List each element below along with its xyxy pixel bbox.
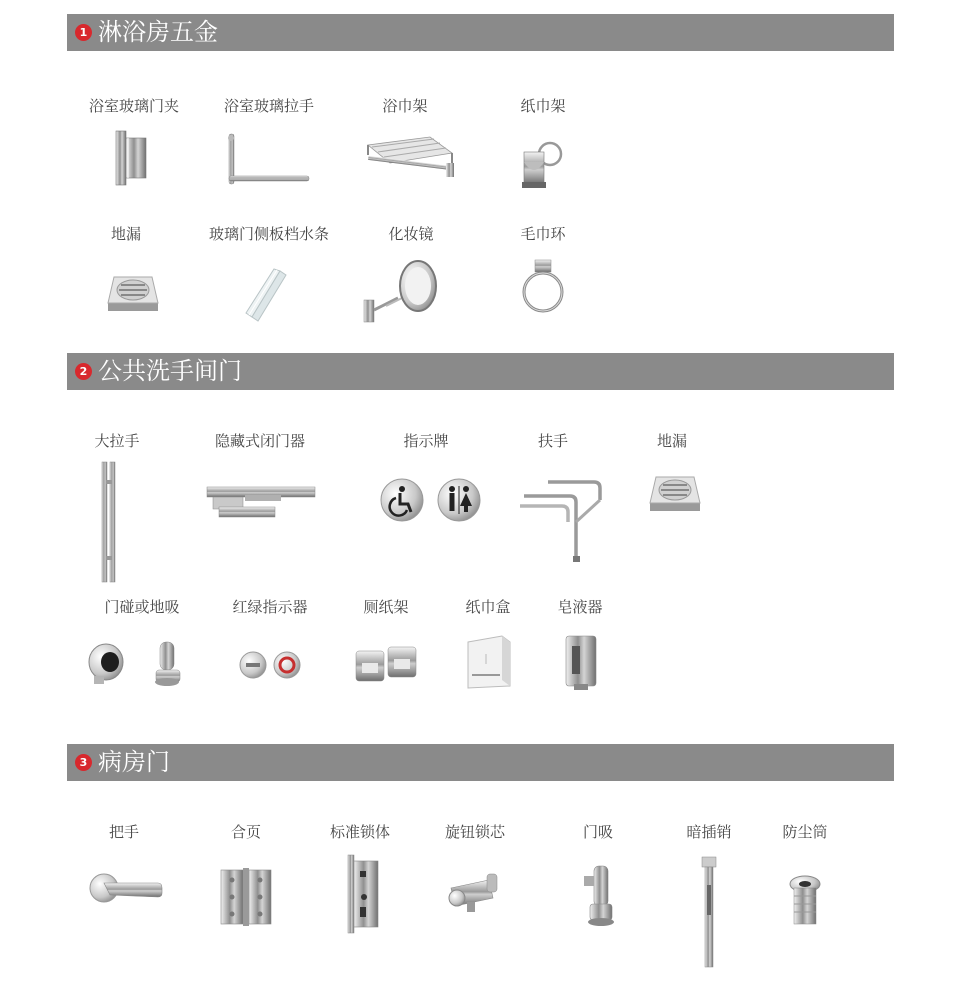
section-title: 公共洗手间门 [98, 357, 242, 385]
glass-door-handle-icon [224, 132, 312, 188]
section-header-ward-door [67, 744, 894, 781]
product-label: 皂液器 [557, 598, 603, 616]
product-label: 旋钮锁芯 [444, 823, 506, 841]
product-label: 指示牌 [403, 432, 449, 450]
product-label: 毛巾环 [520, 225, 566, 243]
product-label: 扶手 [537, 432, 569, 450]
product-label: 地漏 [656, 432, 688, 450]
floor-drain-icon [106, 273, 160, 317]
product-label: 把手 [108, 823, 140, 841]
section-header-public-restroom-door [67, 353, 894, 390]
section-number-badge: 2 [75, 363, 92, 380]
product-label: 暗插销 [686, 823, 732, 841]
lock-body-icon [346, 853, 380, 935]
door-stopper-icon [86, 638, 192, 690]
dust-proof-socket-icon [788, 874, 822, 928]
section-number-badge: 1 [75, 24, 92, 41]
water-seal-strip-icon [240, 265, 294, 323]
product-label: 合页 [230, 823, 262, 841]
makeup-mirror-icon [362, 258, 440, 328]
towel-ring-icon [520, 258, 566, 318]
hinge-icon [219, 866, 273, 928]
product-label: 纸巾架 [520, 97, 566, 115]
glass-door-clamp-icon [112, 128, 152, 188]
soap-dispenser-icon [560, 634, 602, 692]
product-label: 门吸 [582, 823, 614, 841]
product-label: 浴巾架 [382, 97, 428, 115]
tissue-holder-icon [520, 138, 566, 192]
product-label: 厕纸架 [363, 598, 409, 616]
grab-bar-icon [518, 474, 606, 564]
product-label: 浴室玻璃拉手 [223, 97, 315, 115]
towel-rack-icon [362, 133, 458, 183]
product-label: 防尘筒 [782, 823, 828, 841]
section-title: 病房门 [98, 748, 170, 776]
thumbturn-cylinder-icon [445, 870, 505, 916]
product-label: 浴室玻璃门夹 [88, 97, 180, 115]
product-label: 大拉手 [94, 432, 140, 450]
long-pull-handle-icon [100, 460, 120, 584]
product-label: 隐藏式闭门器 [214, 432, 306, 450]
product-label: 门碰或地吸 [104, 598, 180, 616]
concealed-door-closer-icon [205, 481, 317, 525]
sign-plates-icon [380, 476, 480, 524]
occupancy-indicator-icon [238, 650, 304, 680]
product-label: 玻璃门侧板档水条 [208, 225, 330, 243]
product-label: 纸巾盒 [465, 598, 511, 616]
tissue-box-icon [462, 634, 516, 690]
product-label: 标准锁体 [329, 823, 391, 841]
section-number-badge: 3 [75, 754, 92, 771]
product-label: 地漏 [110, 225, 142, 243]
product-label: 红绿指示器 [232, 598, 308, 616]
section-header-shower-hardware [67, 14, 894, 51]
flush-bolt-icon [698, 855, 722, 971]
product-label: 化妆镜 [388, 225, 434, 243]
toilet-paper-holder-icon [354, 641, 420, 685]
floor-drain-icon [648, 473, 702, 517]
lever-handle-icon [88, 871, 164, 905]
section-title: 淋浴房五金 [98, 18, 218, 46]
door-holder-icon [580, 862, 620, 930]
